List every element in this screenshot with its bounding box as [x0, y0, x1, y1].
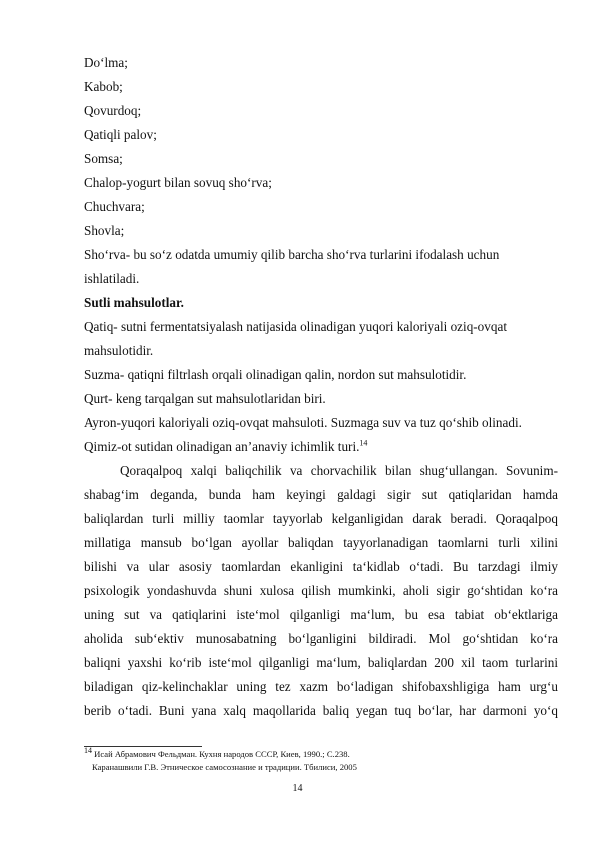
footnote-number: 14: [84, 746, 92, 756]
list-item: Qatiqli palov;: [84, 127, 157, 142]
paragraph-line: uning sut va qatiqlarini isteʻmol qilganligi maʻlum, bu esa tabiat obʻektlariga: [84, 607, 558, 622]
dairy-qimiz-text: Qimiz-ot sutidan olinadigan anʼanaviy ichimlik turi.: [84, 439, 360, 454]
paragraph-line: baliqni yaxshi koʻrib isteʻmol qilganligi maʻlum, baliqlardan 200 xil taom turlarini: [84, 655, 558, 670]
paragraph-line: baliqlardan turli milliy taomlar tayyorlab kelganligidan darak beradi. Qoraqalpoq: [84, 511, 558, 526]
paragraph-line: bilishi va ular asosiy taomlardan ekanligini taʻkidlab oʻtadi. Bu tarzdagi ilmiy: [84, 559, 558, 574]
footnote-separator: [84, 746, 202, 747]
dairy-suzma: Suzma- qatiqni filtrlash orqali olinadigan qalin, nordon sut mahsulotidir.: [84, 367, 467, 382]
footnote: [84, 746, 350, 760]
page-number: 14: [292, 783, 303, 794]
dairy-qatiq-line: Qatiq- sutni fermentatsiyalash natijasida olinadigan yuqori kaloriyali oziq-ovqat: [84, 319, 507, 334]
paragraph-line: Qoraqalpoq xalqi baliqchilik va chorvachilik bilan shugʻullangan. Sovunim-: [120, 463, 558, 478]
list-item: Qovurdoq;: [84, 103, 142, 118]
list-item: Shovla;: [84, 223, 125, 238]
list-item: Kabob;: [84, 79, 123, 94]
dairy-qurt: Qurt- keng tarqalgan sut mahsulotlaridan biri.: [84, 391, 326, 406]
dairy-qimiz: [84, 439, 367, 455]
paragraph-line: berib oʻtadi. Buni yana xalq maqollarida baliq yegan tuq boʻlar, har darmoni yoʻq: [84, 703, 558, 718]
paragraph-line: psixologik yondashuvda shuni xulosa qilish mumkinki, aholi sigir goʻshtidan koʻra: [84, 583, 558, 598]
paragraph-line: millatiga mansub bo‘lgan ayollar baliqdan tayyorlanadigan taomlarni turli xilini: [84, 535, 558, 550]
list-item: Chalop-yogurt bilan sovuq shoʻrva;: [84, 175, 272, 190]
dairy-qatiq-line: mahsulotidir.: [84, 343, 154, 358]
footnote-text-2: Каранашвили Г.В. Этническое самосознание и традиции. Тбилиси, 2005: [92, 762, 357, 772]
section-heading: Sutli mahsulotlar.: [84, 295, 184, 310]
shorva-note-line: Shoʻrva- bu soʻz odatda umumiy qilib barcha shoʻrva turlarini ifodalash uchun: [84, 247, 500, 262]
paragraph-line: aholida subʻektiv munosabatning boʻlganligini bildiradi. Mol goʻshtidan koʻra: [84, 631, 558, 646]
footnote-text: Исай Абрамович Фельдман. Кухня народов СССР, Киев, 1990.; С.238.: [94, 749, 350, 759]
list-item: Chuchvara;: [84, 199, 145, 214]
shorva-note-line: ishlatiladi.: [84, 271, 140, 286]
dairy-ayron: Ayron-yuqori kaloriyali oziq-ovqat mahsuloti. Suzmaga suv va tuz qoʻshib olinadi.: [84, 415, 522, 430]
paragraph-line: shabagʻim deganda, bunda ham keyingi galdagi sigir sut qatiqlaridan hamda: [84, 487, 558, 502]
footnote-reference: 14: [359, 438, 368, 448]
list-item: Somsa;: [84, 151, 123, 166]
paragraph-line: biladigan qiz-kelinchaklar uning tez xazm boʻladigan shifobaxshligiga ham urgʻu: [84, 679, 558, 694]
list-item: Doʻlma;: [84, 55, 128, 70]
